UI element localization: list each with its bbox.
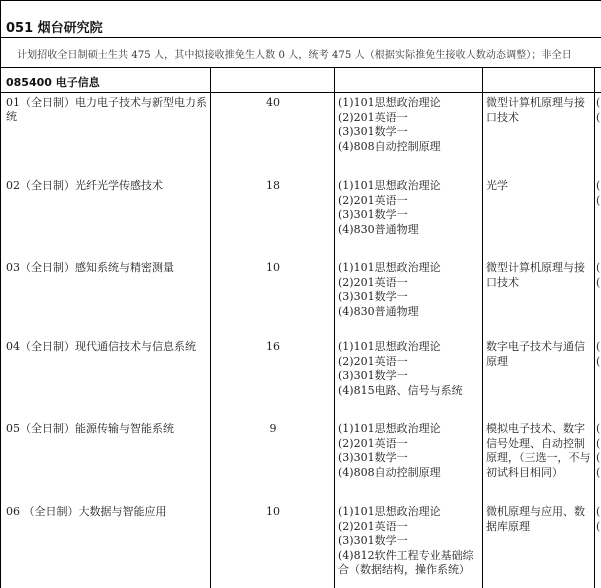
column-divider <box>482 67 483 588</box>
exam-subject: (4)815电路、信号与系统 <box>338 383 463 397</box>
retest-subject: 微型计算机原理与接口技术 <box>486 261 585 289</box>
exam-subject: (2)201英语一 <box>338 193 408 207</box>
enrollment-count: 16 <box>266 340 280 353</box>
retest-subject: 微机原理与应用、数据库原理 <box>486 505 585 533</box>
clipped-column: ( ( <box>596 340 601 368</box>
rule-note <box>0 67 601 68</box>
exam-subjects <box>338 179 482 237</box>
column-divider <box>594 67 595 588</box>
exam-subject: (1)101思想政治理论 <box>338 340 441 353</box>
clipped-column: ( ( <box>596 179 601 207</box>
retest-subject: 模拟电子技术、数字信号处理、自动控制原理，（三选一，不与初试科目相同） <box>486 422 591 479</box>
research-direction: 03（全日制）感知系统与精密测量 <box>6 261 174 274</box>
exam-subject: (3)301数学一 <box>338 290 408 303</box>
exam-subject: (2)201英语一 <box>338 519 408 533</box>
enrollment-count: 9 <box>269 422 277 435</box>
college-title: 051 烟台研究院 <box>6 21 103 36</box>
exam-subjects <box>338 261 482 319</box>
enrollment-count: 40 <box>266 96 280 109</box>
exam-subject: (3)301数学一 <box>338 451 408 464</box>
enrollment-count: 18 <box>266 179 280 192</box>
enrollment-plan-note: 计划招收全日制硕士生共 475 人，其中拟接收推免生人数 0 人，统考 475 人（根据实际推免生接收人数动态调整）；非全日 <box>17 50 572 61</box>
clipped-column: ( ( <box>596 261 601 289</box>
exam-subject: (3)301数学一 <box>338 369 408 382</box>
rule-major <box>0 92 601 93</box>
exam-subject: (1)101思想政治理论 <box>338 422 441 435</box>
exam-subject: (3)301数学一 <box>338 534 408 547</box>
enrollment-count: 10 <box>266 505 280 518</box>
enrollment-count: 10 <box>266 261 280 274</box>
major-header: 085400 电子信息 <box>6 76 100 89</box>
research-direction: 06 （全日制）大数据与智能应用 <box>6 505 167 518</box>
exam-subject: (2)201英语一 <box>338 436 408 450</box>
clipped-column: ( ( <box>596 96 601 124</box>
exam-subject: (4)830普通物理 <box>338 222 419 236</box>
exam-subject: (4)812软件工程专业基础综合（数据结构，操作系统） <box>338 548 474 576</box>
exam-subject: (2)201英语一 <box>338 275 408 289</box>
research-direction: 05（全日制）能源传输与智能系统 <box>6 422 174 435</box>
clipped-column: ( ( <box>596 505 601 533</box>
retest-subject: 光学 <box>486 179 508 192</box>
research-direction: 04（全日制）现代通信技术与信息系统 <box>6 340 196 353</box>
exam-subject: (4)808自动控制原理 <box>338 139 441 153</box>
retest-subject: 数字电子技术与通信原理 <box>486 340 585 368</box>
exam-subject: (3)301数学一 <box>338 208 408 221</box>
exam-subject: (4)830普通物理 <box>338 304 419 318</box>
exam-subject: (3)301数学一 <box>338 125 408 138</box>
exam-subjects <box>338 340 482 398</box>
exam-subjects <box>338 505 482 578</box>
research-direction: 02（全日制）光纤光学传感技术 <box>6 179 163 192</box>
rule-title <box>0 37 601 38</box>
exam-subject: (1)101思想政治理论 <box>338 505 441 518</box>
research-direction: 01（全日制）电力电子技术与新型电力系统 <box>6 96 207 123</box>
exam-subjects <box>338 96 482 154</box>
retest-subject: 微型计算机原理与接口技术 <box>486 96 585 124</box>
exam-subject: (2)201英语一 <box>338 110 408 124</box>
exam-subject: (1)101思想政治理论 <box>338 179 441 192</box>
exam-subject: (1)101思想政治理论 <box>338 261 441 274</box>
exam-subject: (1)101思想政治理论 <box>338 96 441 109</box>
exam-subjects <box>338 422 482 480</box>
exam-subject: (2)201英语一 <box>338 354 408 368</box>
column-divider <box>334 67 335 588</box>
exam-subject: (4)808自动控制原理 <box>338 465 441 479</box>
clipped-column: ( ( ( ( <box>596 422 601 479</box>
